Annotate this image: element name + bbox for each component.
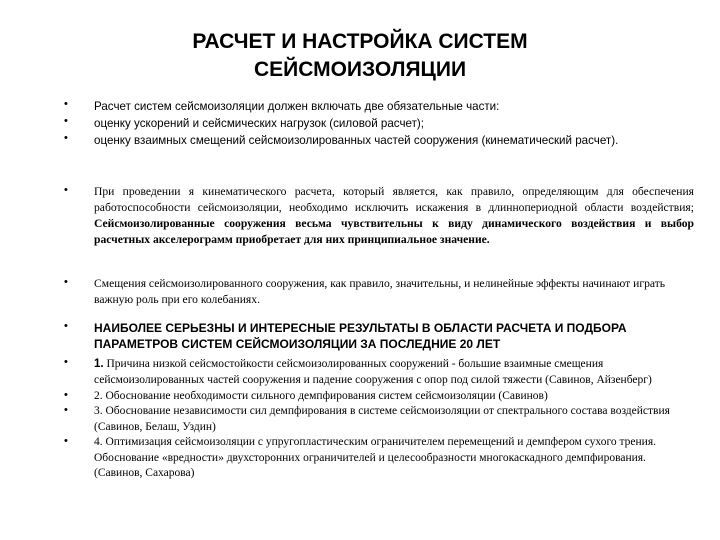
list-item-text: оценку взаимных смещений сейсмоизолированных частей сооружения (кинематический расчет). (94, 134, 619, 147)
bullet: • (64, 98, 68, 110)
bullet: • (64, 356, 68, 368)
kinematic-bold-text: Сейсмоизолированные сооружения весьма чувствительны к виду динамического воздействия и выбор расчетных акселерограмм приобретает для них принципиальное значение. (94, 217, 694, 246)
list-item (0, 389, 720, 405)
list-item-text: 3. Обоснование независимости сил демпфирования в системе сейсмоизоляции от спектрального состава воздействия (Савинов, Белаш, Уздин) (94, 405, 670, 433)
list-item-text: 4. Оптимизация сейсмоизоляции с упругопластическим ограничителем перемещений и демпфером сухого трения. Обоснование «вредности» двухсторонних ограничителей и целесообразности многокаскадного демпфирования. (Савинов, Сахарова) (94, 436, 656, 479)
bullet: • (64, 276, 68, 288)
list-item (0, 184, 720, 248)
item-number: 1. (94, 358, 104, 370)
list-item-text: Смещения сейсмоизолированного сооружения, как правило, значительны, и нелинейные эффекты начинают играть важную роль при его колебаниях. (94, 277, 666, 306)
bullet: • (64, 132, 68, 144)
list-item (0, 98, 720, 115)
list-item-text: 2. Обоснование необходимости сильного демпфирования систем сейсмоизоляции (Савинов) (94, 389, 548, 402)
slide-title (60, 28, 660, 84)
item-text: Причина низкой сейсмостойкости сейсмоизолированных сооружений - большие взаимные смещения сейсмоизолированных частей сооружения и падение сооружения с опор под силой тяжести (Савинов, Айзенберг) (94, 358, 652, 386)
list-item-text: оценку ускорений и сейсмических нагрузок (силовой расчет); (94, 117, 424, 130)
results-heading: НАИБОЛЕЕ СЕРЬЕЗНЫ И ИНТЕРЕСНЫЕ РЕЗУЛЬТАТЫ В ОБЛАСТИ РАСЧЕТА И ПОДБОРА ПАРАМЕТРОВ СИСТЕМ СЕЙСМОИЗОЛЯЦИИ ЗА ПОСЛЕДНИЕ 20 ЛЕТ (94, 321, 627, 351)
list-item (0, 435, 720, 482)
kinematic-plain-text: При проведении я кинематического расчета, который является, как правило, определяющим для обеспечения работоспособности сейсмоизоляции, необходимо исключить искажения в длиннопериодной области воздействия; (94, 185, 694, 214)
title-line-2: СЕЙСМОИЗОЛЯЦИИ (253, 58, 467, 81)
section-calculation-parts (0, 98, 720, 149)
list-item (0, 132, 720, 149)
list-item (0, 276, 720, 308)
list-item-text: Расчет систем сейсмоизоляции должен включать две обязательные части: (94, 100, 500, 113)
bullet: • (64, 388, 68, 401)
section-displacements (0, 276, 720, 308)
bullet: • (64, 320, 68, 332)
bullet: • (64, 404, 68, 416)
section-kinematic (0, 184, 720, 248)
bullet: • (64, 115, 68, 127)
list-item (0, 115, 720, 132)
list-item (0, 356, 720, 389)
list-item (0, 404, 720, 435)
bullet: • (64, 184, 68, 196)
bullet: • (64, 435, 68, 447)
title-line-1: РАСЧЕТ И НАСТРОЙКА СИСТЕМ (192, 30, 528, 53)
section-results (0, 320, 720, 482)
list-item (0, 320, 720, 352)
list-item-text (94, 356, 694, 389)
list-item-text (94, 184, 694, 248)
